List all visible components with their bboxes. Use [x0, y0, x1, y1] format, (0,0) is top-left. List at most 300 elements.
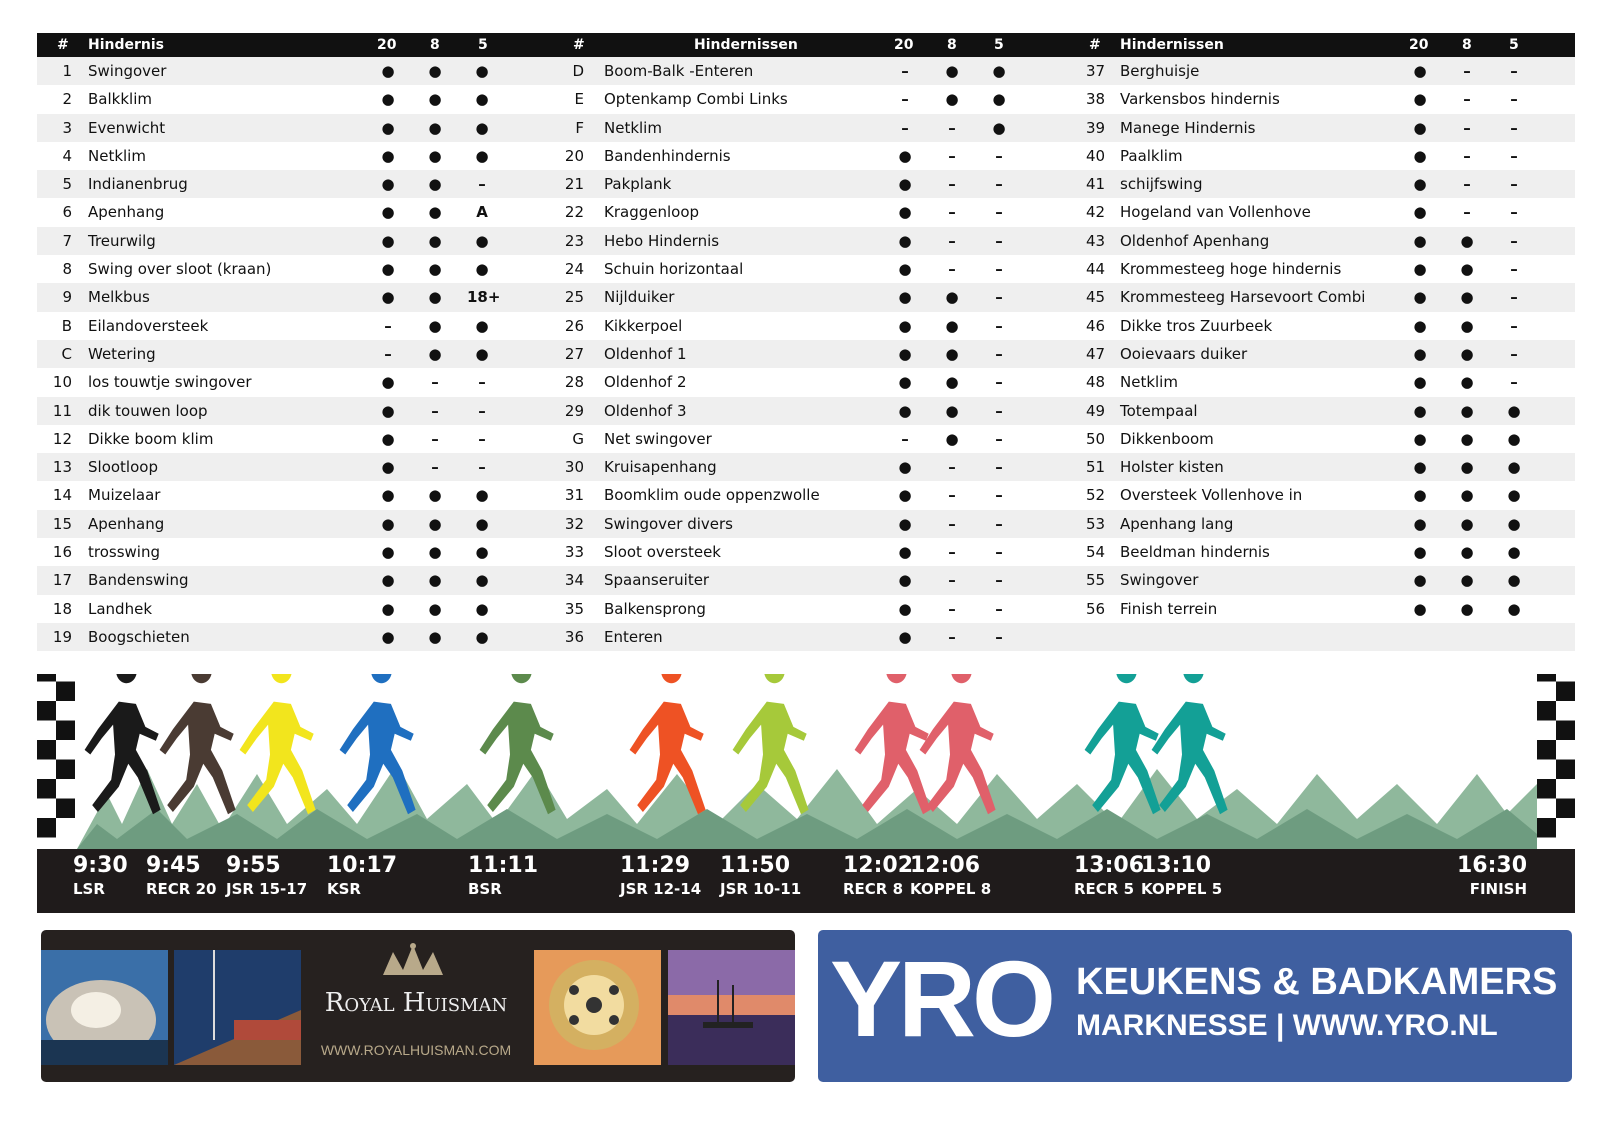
- table-row: [37, 623, 558, 651]
- table-row: [1086, 453, 1575, 481]
- obstacle-name: Boogschieten: [88, 627, 190, 646]
- table-row: [558, 481, 1086, 509]
- mark-8: ●: [945, 316, 959, 335]
- table-header: [558, 33, 1086, 57]
- table-row: [558, 397, 1086, 425]
- checkered-flag-left: [37, 674, 75, 838]
- obstacle-number: 26: [564, 316, 584, 335]
- mark-20: ●: [381, 118, 395, 137]
- photo-yacht-deck: [174, 950, 301, 1065]
- mark-5: –: [995, 344, 1003, 363]
- table-row: [558, 255, 1086, 283]
- header-name: Hindernissen: [694, 37, 798, 53]
- mark-5: –: [1510, 316, 1518, 335]
- start-slot: [620, 853, 701, 899]
- mark-20: ●: [381, 486, 395, 505]
- mark-5: –: [995, 571, 1003, 590]
- mark-8: –: [948, 627, 956, 646]
- mark-20: –: [901, 429, 909, 448]
- table-row: [558, 566, 1086, 594]
- flag-square: [37, 760, 56, 780]
- mark-5: –: [995, 486, 1003, 505]
- mark-20: ●: [1413, 260, 1427, 279]
- table-row: [1086, 538, 1575, 566]
- flag-square: [37, 740, 56, 760]
- mark-20: ●: [381, 203, 395, 222]
- mark-8: ●: [428, 175, 442, 194]
- mark-20: ●: [381, 543, 395, 562]
- category-label: FINISH: [1469, 880, 1528, 898]
- obstacle-number: 2: [62, 90, 72, 109]
- obstacle-number: E: [574, 90, 584, 109]
- table-row: [1086, 85, 1575, 113]
- checkered-flag-right: [1537, 674, 1575, 838]
- mark-8: ●: [1460, 231, 1474, 250]
- obstacle-name: Bandenswing: [88, 571, 189, 590]
- mark-5: –: [995, 627, 1003, 646]
- obstacle-name: Balkklim: [88, 90, 152, 109]
- table-row: [1086, 255, 1575, 283]
- mark-20: ●: [898, 344, 912, 363]
- table-row: [558, 340, 1086, 368]
- start-slot: [73, 853, 128, 899]
- mark-5: ●: [1507, 429, 1521, 448]
- obstacle-name: Kikkerpoel: [604, 316, 683, 335]
- mark-8: ●: [428, 203, 442, 222]
- table-row: [558, 283, 1086, 311]
- obstacle-number: 19: [52, 627, 72, 646]
- obstacle-number: 27: [564, 344, 584, 363]
- flag-square: [37, 674, 56, 682]
- obstacle-number: 17: [52, 571, 72, 590]
- flag-square: [1556, 701, 1575, 721]
- mark-5: ●: [475, 344, 489, 363]
- obstacle-name: Sloot oversteek: [604, 543, 721, 562]
- mark-20: ●: [1413, 458, 1427, 477]
- mark-20: –: [384, 316, 392, 335]
- photo-sailing-ship-sunset: [668, 950, 795, 1065]
- flag-square: [56, 674, 75, 682]
- obstacle-name: Oversteek Vollenhove in: [1120, 486, 1303, 505]
- mark-8: ●: [428, 486, 442, 505]
- mark-20: ●: [898, 571, 912, 590]
- mark-20: ●: [381, 571, 395, 590]
- mark-8: ●: [945, 401, 959, 420]
- obstacle-name: Swingover divers: [604, 514, 733, 533]
- mark-8: ●: [1460, 344, 1474, 363]
- table-row: [37, 397, 558, 425]
- royal-huisman-ad[interactable]: [41, 930, 795, 1082]
- obstacle-name: Net swingover: [604, 429, 712, 448]
- obstacle-name: Indianenbrug: [88, 175, 188, 194]
- category-label: RECR 5: [1074, 880, 1135, 898]
- header-num: #: [1089, 37, 1101, 53]
- mark-8: ●: [428, 260, 442, 279]
- obstacle-name: Balkensprong: [604, 599, 706, 618]
- mark-5: –: [995, 231, 1003, 250]
- table-row: [37, 57, 558, 85]
- flag-square: [1556, 682, 1575, 702]
- mark-8: –: [1463, 146, 1471, 165]
- flag-square: [56, 818, 75, 838]
- obstacle-number: 40: [1086, 146, 1106, 165]
- mark-8: ●: [428, 316, 442, 335]
- obstacle-number: C: [61, 344, 72, 363]
- obstacle-number: 18: [52, 599, 72, 618]
- obstacle-name: Netklim: [1120, 373, 1178, 392]
- mark-8: –: [948, 260, 956, 279]
- mark-5: ●: [992, 118, 1006, 137]
- category-label: KOPPEL 5: [1141, 880, 1223, 898]
- obstacle-column-3: [1086, 33, 1575, 651]
- mark-20: ●: [898, 146, 912, 165]
- royal-huisman-url[interactable]: WWW.ROYALHUISMAN.COM: [320, 1042, 512, 1058]
- obstacle-name: dik touwen loop: [88, 401, 208, 420]
- mark-8: –: [431, 373, 439, 392]
- mark-20: ●: [1413, 599, 1427, 618]
- mark-20: ●: [1413, 288, 1427, 307]
- table-row: [558, 170, 1086, 198]
- flag-square: [1537, 779, 1556, 799]
- table-row: [558, 425, 1086, 453]
- mark-8: –: [948, 118, 956, 137]
- mark-5: –: [1510, 203, 1518, 222]
- mark-8: –: [1463, 62, 1471, 80]
- mark-20: ●: [1413, 344, 1427, 363]
- obstacle-name: Oldenhof 3: [604, 401, 687, 420]
- mark-5: ●: [992, 62, 1006, 80]
- runner-icon: [855, 674, 931, 814]
- obstacle-number: 36: [564, 627, 584, 646]
- mark-8: –: [1463, 175, 1471, 194]
- table-row: [1086, 227, 1575, 255]
- category-label: RECR 20: [146, 880, 217, 898]
- obstacle-number: 28: [564, 373, 584, 392]
- start-time: 12:06: [910, 853, 981, 878]
- obstacle-name: Muizelaar: [88, 486, 161, 505]
- obstacle-number: 44: [1086, 260, 1106, 279]
- start-slot: [327, 853, 397, 899]
- obstacle-number: 14: [52, 486, 72, 505]
- mark-5: ●: [475, 316, 489, 335]
- mark-20: –: [384, 344, 392, 363]
- obstacle-name: Wetering: [88, 344, 156, 363]
- mark-8: ●: [1460, 486, 1474, 505]
- obstacle-number: 34: [564, 571, 584, 590]
- flag-square: [1556, 740, 1575, 760]
- mark-5: –: [478, 373, 486, 392]
- table-row: [558, 595, 1086, 623]
- mark-8: ●: [428, 627, 442, 646]
- mark-8: –: [431, 401, 439, 420]
- mark-8: ●: [428, 599, 442, 618]
- table-row: [1086, 368, 1575, 396]
- mark-8: –: [948, 543, 956, 562]
- obstacle-number: 50: [1086, 429, 1106, 448]
- mark-5: –: [1510, 175, 1518, 194]
- obstacle-name: Oldenhof 2: [604, 373, 687, 392]
- table-row: [37, 170, 558, 198]
- table-body: [1086, 57, 1575, 651]
- obstacle-number: 37: [1086, 62, 1106, 80]
- category-label: LSR: [73, 880, 105, 898]
- mark-20: ●: [898, 458, 912, 477]
- mark-5: ●: [1507, 599, 1521, 618]
- table-row: [558, 538, 1086, 566]
- mark-5: ●: [1507, 514, 1521, 533]
- runner-icon: [480, 674, 556, 814]
- mark-5: ●: [1507, 543, 1521, 562]
- table-row: [558, 227, 1086, 255]
- mark-5: –: [1510, 146, 1518, 165]
- mark-5: 18+: [467, 288, 501, 307]
- mark-20: ●: [898, 627, 912, 646]
- obstacle-name: Evenwicht: [88, 118, 166, 137]
- obstacle-name: Pakplank: [604, 175, 672, 194]
- mark-20: ●: [1413, 175, 1427, 194]
- mark-20: ●: [1413, 429, 1427, 448]
- obstacle-name: Eilandoversteek: [88, 316, 209, 335]
- mark-5: –: [1510, 373, 1518, 392]
- header-5: 5: [994, 37, 1004, 53]
- mark-5: –: [995, 203, 1003, 222]
- obstacle-number: 10: [52, 373, 72, 392]
- mark-5: ●: [475, 90, 489, 109]
- mark-8: ●: [1460, 288, 1474, 307]
- table-row: [558, 198, 1086, 226]
- mark-5: ●: [475, 486, 489, 505]
- mark-20: ●: [1413, 514, 1427, 533]
- mark-8: ●: [1460, 458, 1474, 477]
- obstacle-number: 3: [62, 118, 72, 137]
- mark-5: ●: [475, 260, 489, 279]
- obstacle-name: Kraggenloop: [604, 203, 700, 222]
- table-row: [37, 566, 558, 594]
- mark-5: ●: [475, 627, 489, 646]
- mark-20: ●: [1413, 486, 1427, 505]
- start-slot: [468, 853, 538, 899]
- mark-20: ●: [898, 401, 912, 420]
- obstacle-column-1: [37, 33, 558, 651]
- flag-square: [56, 701, 75, 721]
- obstacle-number: 55: [1086, 571, 1106, 590]
- start-time: 13:10: [1141, 853, 1212, 878]
- mark-8: ●: [1460, 571, 1474, 590]
- mark-5: –: [1510, 288, 1518, 307]
- obstacle-name: Netklim: [604, 118, 662, 137]
- header-20: 20: [377, 37, 397, 53]
- runner-icon: [85, 674, 161, 814]
- start-time: 13:06: [1074, 853, 1145, 878]
- obstacle-number: 5: [62, 175, 72, 194]
- table-row: [37, 114, 558, 142]
- mark-20: ●: [1413, 62, 1427, 80]
- mark-8: ●: [945, 344, 959, 363]
- mark-20: ●: [381, 260, 395, 279]
- obstacle-number: 4: [62, 146, 72, 165]
- obstacle-number: 45: [1086, 288, 1106, 307]
- obstacle-name: Nijlduiker: [604, 288, 675, 307]
- table-row: [558, 510, 1086, 538]
- obstacle-number: 35: [564, 599, 584, 618]
- table-row: [558, 368, 1086, 396]
- category-label: KOPPEL 8: [910, 880, 992, 898]
- mark-5: –: [478, 175, 486, 194]
- mark-5: –: [995, 543, 1003, 562]
- mark-5: –: [995, 514, 1003, 533]
- obstacle-name: Apenhang lang: [1120, 514, 1234, 533]
- mark-8: ●: [428, 288, 442, 307]
- mark-5: ●: [475, 231, 489, 250]
- mark-8: ●: [428, 90, 442, 109]
- mark-20: ●: [898, 316, 912, 335]
- yro-location-url[interactable]: MARKNESSE | WWW.YRO.NL: [1076, 1009, 1498, 1042]
- mark-20: ●: [381, 514, 395, 533]
- mark-5: –: [995, 401, 1003, 420]
- start-time: 11:29: [620, 853, 691, 878]
- header-name: Hindernis: [88, 37, 165, 53]
- category-label: BSR: [468, 880, 502, 898]
- mark-8: –: [948, 486, 956, 505]
- table-row: [1086, 481, 1575, 509]
- obstacle-number: 47: [1086, 344, 1106, 363]
- obstacle-name: los touwtje swingover: [88, 373, 252, 392]
- mark-20: ●: [1413, 401, 1427, 420]
- flag-square: [1556, 799, 1575, 819]
- mark-8: –: [431, 458, 439, 477]
- mark-20: ●: [1413, 118, 1427, 137]
- table-row: [37, 425, 558, 453]
- start-time-bar: [37, 849, 1575, 913]
- header-8: 8: [1462, 37, 1472, 53]
- mark-5: ●: [475, 571, 489, 590]
- mark-8: ●: [428, 146, 442, 165]
- table-row: [37, 538, 558, 566]
- photo-yacht-winch: [534, 950, 661, 1065]
- obstacle-number: 6: [62, 203, 72, 222]
- header-8: 8: [947, 37, 957, 53]
- runner-icon: [920, 674, 996, 814]
- mark-8: ●: [945, 288, 959, 307]
- header-num: #: [573, 37, 585, 53]
- obstacle-name: Finish terrein: [1120, 599, 1218, 618]
- flag-square: [1537, 818, 1556, 838]
- mark-8: ●: [1460, 260, 1474, 279]
- mark-5: ●: [475, 514, 489, 533]
- table-body: [37, 57, 558, 651]
- mark-20: ●: [898, 599, 912, 618]
- category-label: JSR 15-17: [226, 880, 308, 898]
- flag-square: [56, 799, 75, 819]
- obstacle-number: 49: [1086, 401, 1106, 420]
- table-row: [558, 114, 1086, 142]
- obstacle-name: Kruisapenhang: [604, 458, 717, 477]
- obstacle-number: 42: [1086, 203, 1106, 222]
- table-row: [1086, 114, 1575, 142]
- mark-8: ●: [1460, 316, 1474, 335]
- mark-5: –: [478, 429, 486, 448]
- mark-20: ●: [1413, 203, 1427, 222]
- photo-yacht-detail: [41, 950, 168, 1065]
- mark-8: –: [1463, 90, 1471, 109]
- flag-square: [56, 682, 75, 702]
- obstacle-name: Varkensbos hindernis: [1120, 90, 1280, 109]
- obstacle-name: Swingover: [1120, 571, 1199, 590]
- mark-20: ●: [381, 146, 395, 165]
- obstacle-number: 38: [1086, 90, 1106, 109]
- mark-20: –: [901, 62, 909, 80]
- mark-20: ●: [381, 627, 395, 646]
- obstacle-name: Slootloop: [88, 458, 158, 477]
- obstacle-name: Holster kisten: [1120, 458, 1224, 477]
- mark-20: ●: [898, 486, 912, 505]
- mark-8: ●: [1460, 514, 1474, 533]
- obstacle-name: Krommesteeg hoge hindernis: [1120, 260, 1342, 279]
- obstacle-number: 46: [1086, 316, 1106, 335]
- header-5: 5: [1509, 37, 1519, 53]
- obstacle-number: 16: [52, 543, 72, 562]
- royal-huisman-name: Royal Huisman: [324, 988, 508, 1018]
- flag-square: [56, 760, 75, 780]
- mark-5: –: [995, 288, 1003, 307]
- mark-20: ●: [898, 543, 912, 562]
- mark-5: –: [995, 429, 1003, 448]
- mark-20: ●: [381, 288, 395, 307]
- mark-8: ●: [428, 118, 442, 137]
- obstacle-name: Spaanseruiter: [604, 571, 710, 590]
- mark-8: –: [948, 175, 956, 194]
- mark-8: –: [948, 599, 956, 618]
- start-slot: [910, 853, 991, 899]
- yro-ad[interactable]: [818, 930, 1572, 1082]
- header-5: 5: [478, 37, 488, 53]
- table-row: [1086, 142, 1575, 170]
- start-slot: [1074, 853, 1144, 899]
- runner-icon: [1085, 674, 1161, 814]
- mark-8: ●: [945, 90, 959, 109]
- table-header: [37, 33, 558, 57]
- table-row: [558, 453, 1086, 481]
- mark-8: ●: [1460, 373, 1474, 392]
- header-num: #: [57, 37, 69, 53]
- mark-5: –: [995, 175, 1003, 194]
- obstacle-number: 51: [1086, 458, 1106, 477]
- mark-20: ●: [898, 260, 912, 279]
- flag-square: [37, 721, 56, 741]
- obstacle-name: Ooievaars duiker: [1120, 344, 1248, 363]
- mark-20: ●: [381, 599, 395, 618]
- mark-5: –: [995, 458, 1003, 477]
- mark-5: A: [476, 203, 488, 222]
- obstacle-number: 52: [1086, 486, 1106, 505]
- obstacle-number: 56: [1086, 599, 1106, 618]
- flag-square: [1537, 701, 1556, 721]
- mark-8: ●: [945, 62, 959, 80]
- mark-8: –: [1463, 203, 1471, 222]
- table-row: [37, 85, 558, 113]
- flag-square: [1537, 674, 1556, 682]
- obstacle-name: Dikkenboom: [1120, 429, 1214, 448]
- table-row: [1086, 57, 1575, 85]
- obstacle-name: Hebo Hindernis: [604, 231, 720, 250]
- mark-20: ●: [1413, 146, 1427, 165]
- obstacle-name: Beeldman hindernis: [1120, 543, 1270, 562]
- start-time: 9:45: [146, 853, 201, 878]
- mark-20: ●: [381, 373, 395, 392]
- obstacle-number: 1: [62, 62, 72, 80]
- obstacle-number: 33: [564, 543, 584, 562]
- obstacle-name: Boom-Balk -Enteren: [604, 62, 754, 80]
